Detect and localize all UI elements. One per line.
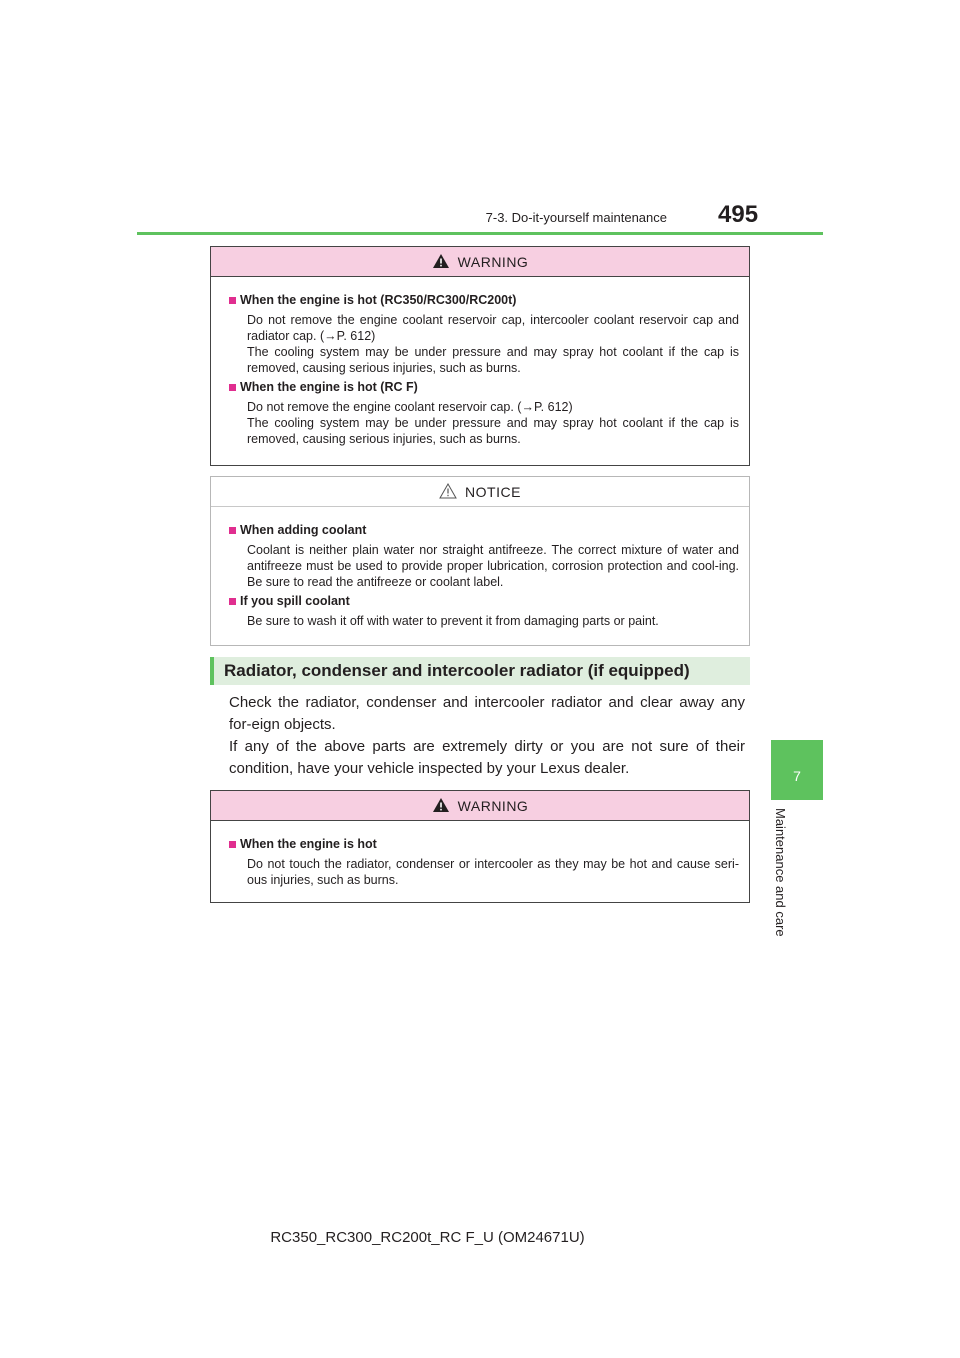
warning-box-radiator xyxy=(210,790,750,903)
warning-item-text: Do not remove the engine coolant reservoir cap. (→P. 612) The cooling system may be under pressure and may spray hot coolant if the cap is removed, causing serious injuries, such as burns. xyxy=(247,400,739,446)
header-rule xyxy=(137,232,823,235)
square-bullet-icon xyxy=(229,384,236,391)
warning-header xyxy=(211,791,749,821)
warning-title: WARNING xyxy=(457,253,529,270)
notice-item-title: If you spill coolant xyxy=(229,594,739,608)
chapter-side-label xyxy=(770,808,792,958)
warning-triangle-icon xyxy=(432,797,450,813)
chapter-tab xyxy=(771,740,823,800)
body-paragraph: Check the radiator, condenser and intercooler radiator and clear away any for-eign objects. xyxy=(229,694,745,733)
footer-model-code: RC350_RC300_RC200t_RC F_U (OM24671U) xyxy=(270,1229,585,1246)
page-number: 495 xyxy=(718,201,759,228)
caution-triangle-icon xyxy=(439,483,457,499)
warning-box-coolant-cap xyxy=(210,246,750,466)
warning-triangle-icon xyxy=(432,253,450,269)
body-paragraph: If any of the above parts are extremely dirty or you are not sure of their condition, have your vehicle inspected by your Lexus dealer. xyxy=(229,738,745,777)
square-bullet-icon xyxy=(229,527,236,534)
chapter-number: 7 xyxy=(793,768,801,784)
section-body xyxy=(229,692,745,780)
square-bullet-icon xyxy=(229,297,236,304)
chapter-label: Maintenance and care xyxy=(773,808,788,937)
notice-item-text: Coolant is neither plain water nor straight antifreeze. The correct mixture of water and antifreeze must be used to provide proper lubrication, corrosion protection and cool-ing. Be sure to read the antifreeze or coolant label. xyxy=(247,543,739,589)
notice-item-text: Be sure to wash it off with water to prevent it from damaging parts or paint. xyxy=(247,614,659,628)
notice-header xyxy=(211,477,749,507)
warning-item-title: When the engine is hot (RC350/RC300/RC200t) xyxy=(229,293,739,307)
warning-item-title: When the engine is hot xyxy=(229,837,739,851)
warning-item-text: Do not touch the radiator, condenser or intercooler as they may be hot and cause seri-ous injuries, such as burns. xyxy=(247,857,739,887)
warning-header xyxy=(211,247,749,277)
warning-item-title: When the engine is hot (RC F) xyxy=(229,380,739,394)
warning-item-text: Do not remove the engine coolant reservoir cap, intercooler coolant reservoir cap and radiator cap. (→P. 612) The cooling system may be under pressure and may spray hot coolant if the cap is removed, causing serious injuries, such as burns. xyxy=(247,313,739,375)
warning-title: WARNING xyxy=(457,797,529,814)
notice-item-title: When adding coolant xyxy=(229,523,739,537)
notice-box-coolant xyxy=(210,476,750,646)
square-bullet-icon xyxy=(229,598,236,605)
header-section-title: 7-3. Do-it-yourself maintenance xyxy=(485,210,667,225)
square-bullet-icon xyxy=(229,841,236,848)
section-heading: Radiator, condenser and intercooler radiator (if equipped) xyxy=(210,657,750,685)
notice-title: NOTICE xyxy=(465,483,521,500)
